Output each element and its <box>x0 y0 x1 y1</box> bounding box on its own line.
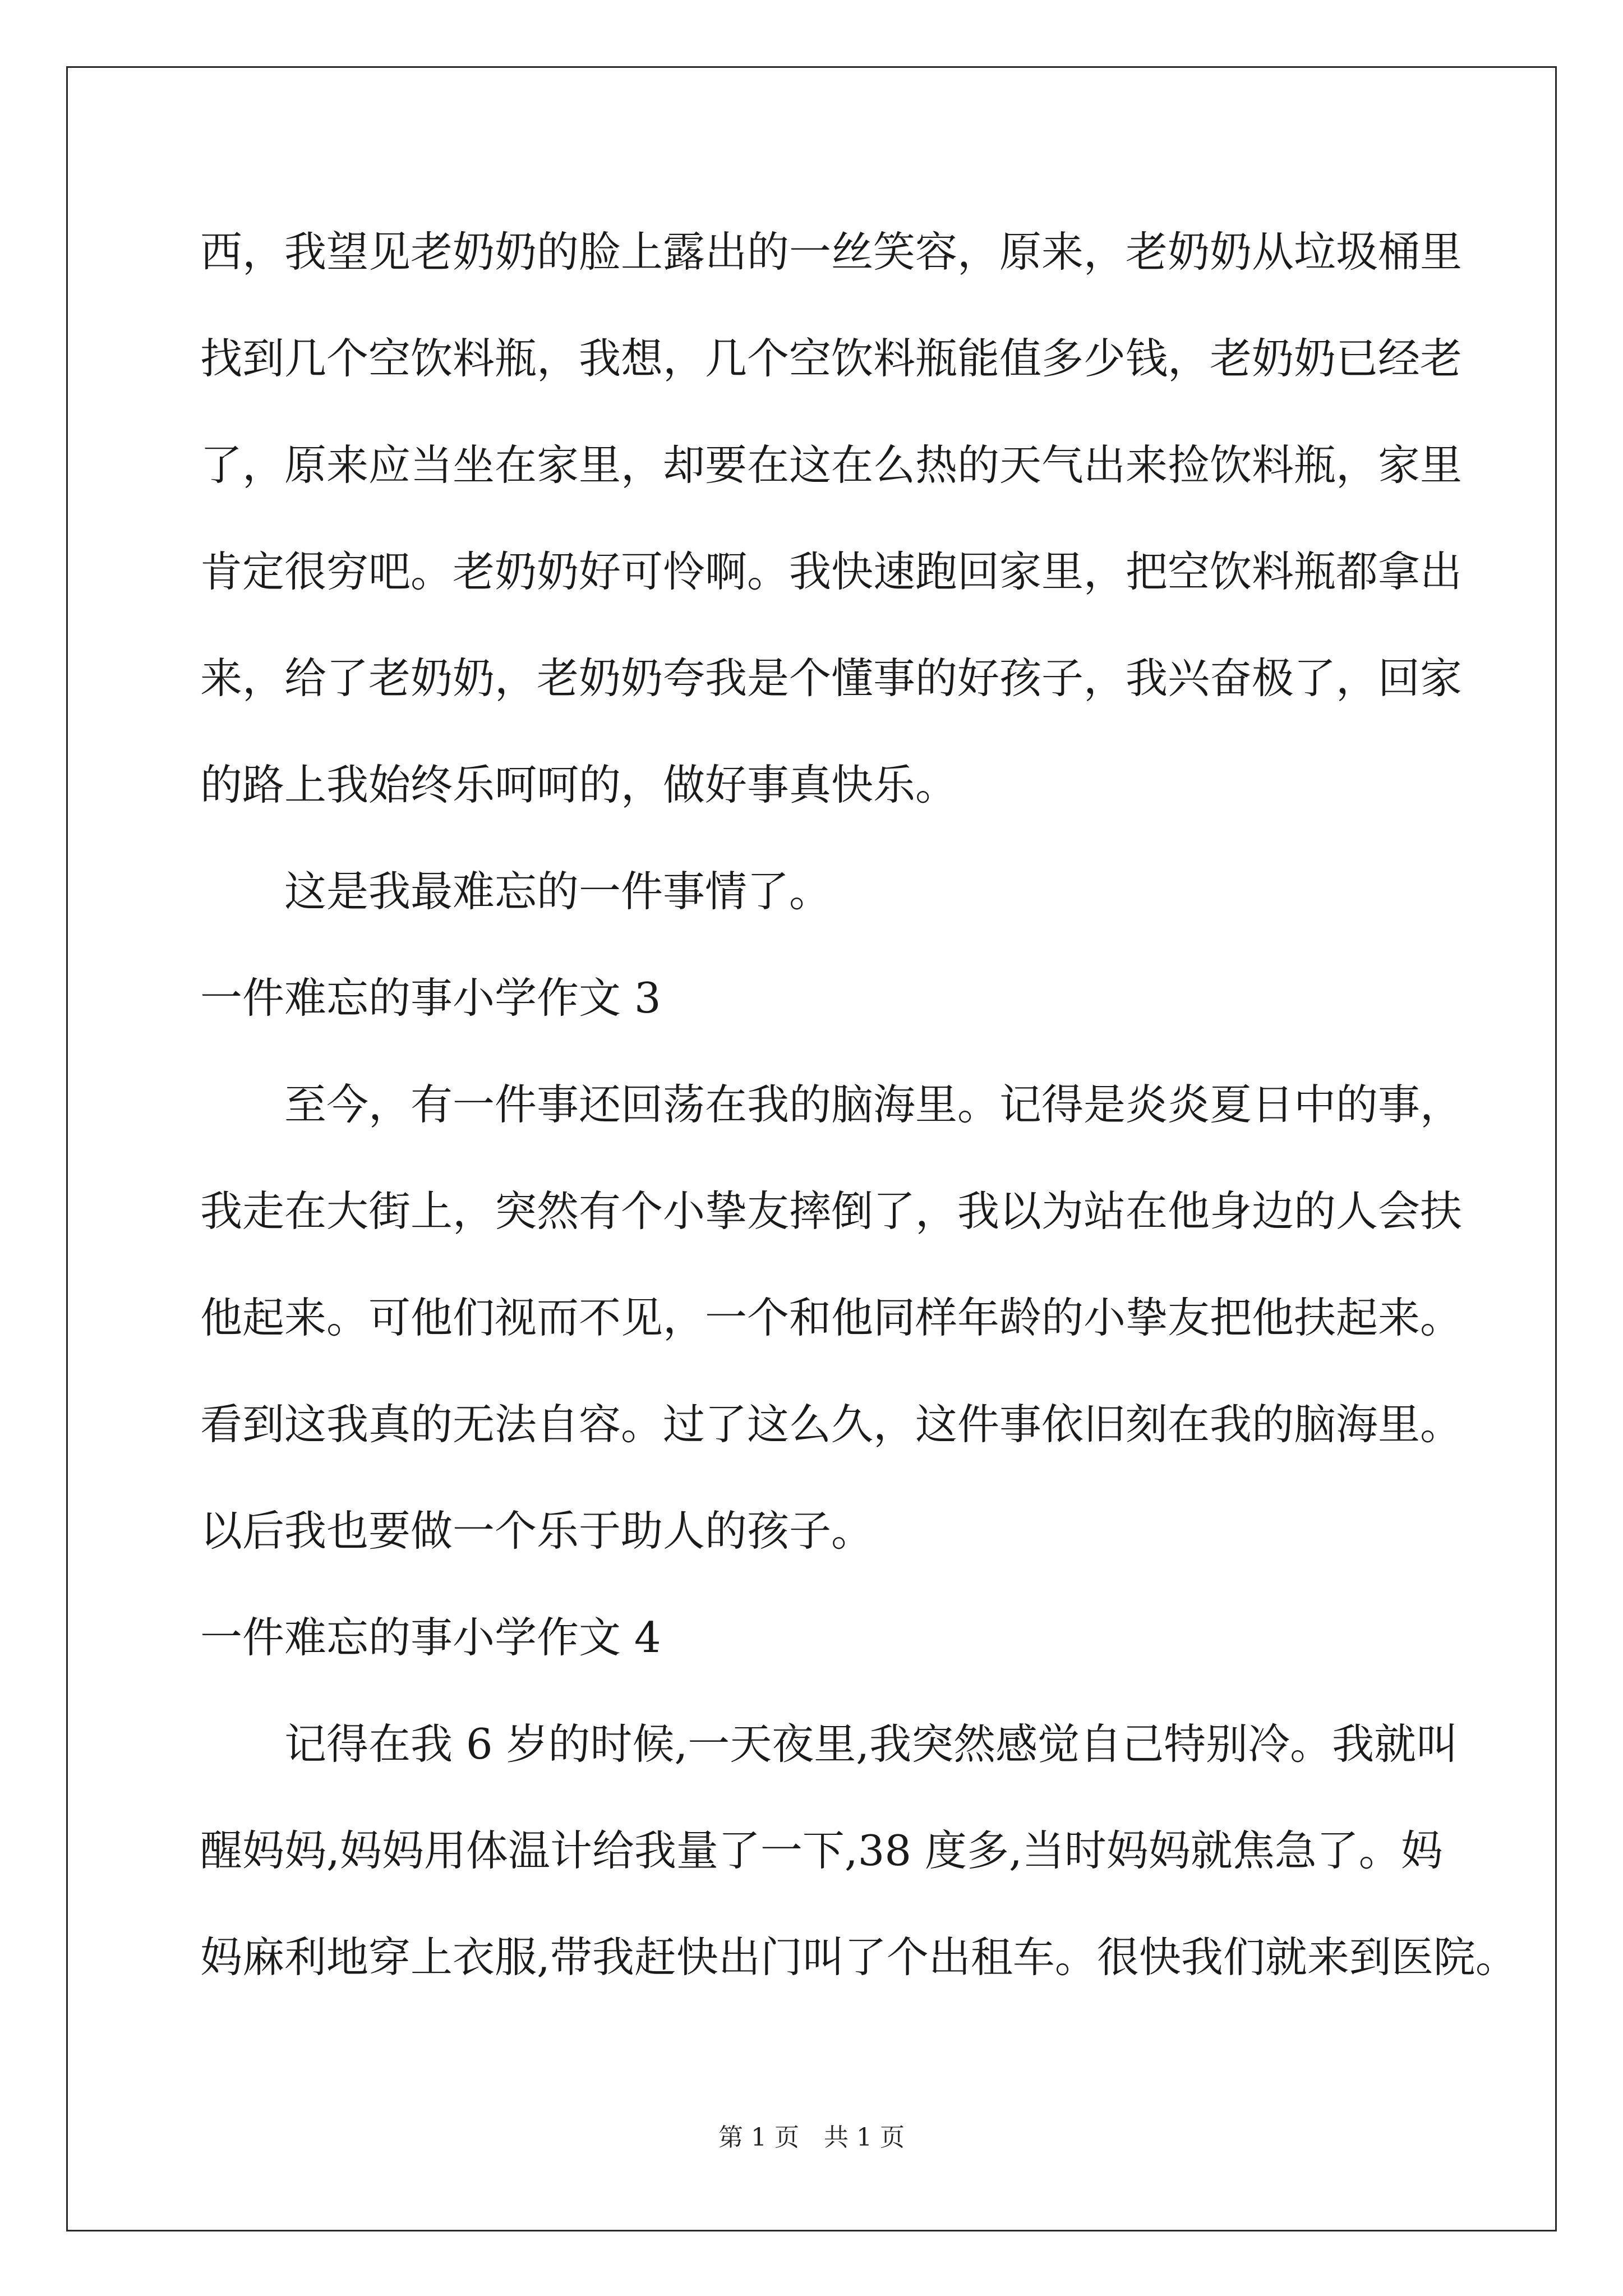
text-line: 肯定很穷吧。老奶奶好可怜啊。我快速跑回家里，把空饮料瓶都拿出 <box>200 547 1463 596</box>
text-line: 醒妈妈,妈妈用体温计给我量了一下,38 度多,当时妈妈就焦急了。妈 <box>200 1826 1443 1875</box>
section-heading: 一件难忘的事小学作文 3 <box>200 973 661 1023</box>
text-line: 来，给了老奶奶，老奶奶夸我是个懂事的好孩子，我兴奋极了，回家 <box>200 654 1463 703</box>
page-footer: 第 1 页 共 1 页 <box>718 2123 905 2152</box>
text-line: 找到几个空饮料瓶，我想，几个空饮料瓶能值多少钱，老奶奶已经老 <box>200 334 1463 383</box>
text-line: 西，我望见老奶奶的脸上露出的一丝笑容，原来，老奶奶从垃圾桶里 <box>200 227 1463 277</box>
text-line: 我走在大街上，突然有个小挚友摔倒了，我以为站在他身边的人会扶 <box>200 1186 1463 1236</box>
text-line: 妈麻利地穿上衣服,带我赶快出门叫了个出租车。很快我们就来到医院。 <box>200 1932 1518 1982</box>
text-line: 以后我也要做一个乐于助人的孩子。 <box>200 1506 874 1556</box>
text-line: 的路上我始终乐呵呵的，做好事真快乐。 <box>200 760 958 809</box>
text-line: 看到这我真的无法自容。过了这么久，这件事依旧刻在我的脑海里。 <box>200 1400 1463 1449</box>
text-line: 至今，有一件事还回荡在我的脑海里。记得是炎炎夏日中的事， <box>284 1080 1463 1129</box>
text-line: 了，原来应当坐在家里，却要在这在么热的天气出来捡饮料瓶，家里 <box>200 440 1463 490</box>
text-line: 这是我最难忘的一件事情了。 <box>284 867 832 916</box>
text-line: 他起来。可他们视而不见，一个和他同样年龄的小挚友把他扶起来。 <box>200 1293 1463 1342</box>
section-heading: 一件难忘的事小学作文 4 <box>200 1613 661 1662</box>
text-line: 记得在我 6 岁的时候,一天夜里,我突然感觉自己特别冷。我就叫 <box>284 1719 1459 1769</box>
document-body <box>200 222 1518 2033</box>
